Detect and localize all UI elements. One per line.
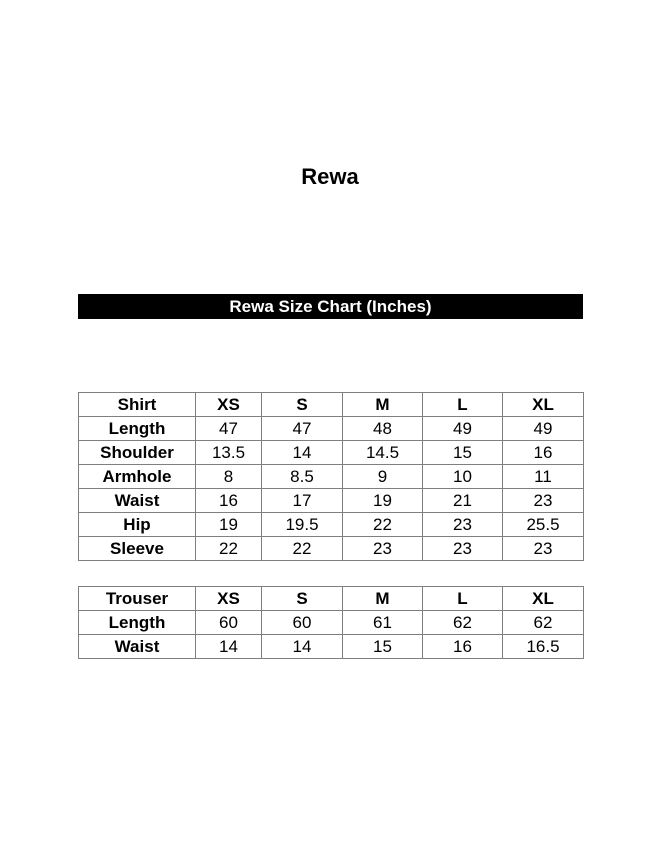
measurement-value: 16 — [503, 441, 584, 465]
measurement-value: 14 — [262, 635, 343, 659]
measurement-value: 61 — [343, 611, 423, 635]
measurement-value: 14 — [196, 635, 262, 659]
measurement-label: Length — [79, 611, 196, 635]
table-row — [79, 489, 584, 513]
page-title: Rewa — [301, 164, 359, 189]
measurement-value: 23 — [423, 537, 503, 561]
measurement-value: 15 — [343, 635, 423, 659]
measurement-value: 25.5 — [503, 513, 584, 537]
measurement-value: 49 — [423, 417, 503, 441]
measurement-label: Hip — [79, 513, 196, 537]
measurement-value: 23 — [503, 489, 584, 513]
size-chart-banner — [78, 294, 583, 319]
table-row — [79, 635, 584, 659]
measurement-value: 8 — [196, 465, 262, 489]
measurement-label: Armhole — [79, 465, 196, 489]
measurement-value: 48 — [343, 417, 423, 441]
trouser-header-row — [79, 587, 584, 611]
size-column-header: M — [343, 393, 423, 417]
size-column-header: S — [262, 393, 343, 417]
measurement-value: 17 — [262, 489, 343, 513]
measurement-value: 10 — [423, 465, 503, 489]
measurement-value: 62 — [423, 611, 503, 635]
shirt-header-row — [79, 393, 584, 417]
measurement-value: 13.5 — [196, 441, 262, 465]
shirt-table-title: Shirt — [79, 393, 196, 417]
measurement-value: 8.5 — [262, 465, 343, 489]
table-row — [79, 417, 584, 441]
measurement-value: 22 — [343, 513, 423, 537]
measurement-value: 49 — [503, 417, 584, 441]
measurement-value: 23 — [343, 537, 423, 561]
measurement-value: 22 — [262, 537, 343, 561]
size-column-header: XL — [503, 587, 584, 611]
measurement-label: Waist — [79, 635, 196, 659]
measurement-value: 16 — [196, 489, 262, 513]
measurement-value: 23 — [423, 513, 503, 537]
measurement-value: 60 — [262, 611, 343, 635]
measurement-label: Waist — [79, 489, 196, 513]
table-row — [79, 441, 584, 465]
measurement-value: 9 — [343, 465, 423, 489]
measurement-label: Shoulder — [79, 441, 196, 465]
size-column-header: S — [262, 587, 343, 611]
measurement-value: 19 — [343, 489, 423, 513]
table-row — [79, 513, 584, 537]
trouser-size-table — [78, 586, 584, 659]
measurement-value: 16.5 — [503, 635, 584, 659]
measurement-value: 22 — [196, 537, 262, 561]
trouser-table-title: Trouser — [79, 587, 196, 611]
measurement-value: 14 — [262, 441, 343, 465]
measurement-value: 15 — [423, 441, 503, 465]
banner-text: Rewa Size Chart (Inches) — [229, 296, 432, 316]
measurement-label: Sleeve — [79, 537, 196, 561]
measurement-value: 62 — [503, 611, 584, 635]
measurement-value: 16 — [423, 635, 503, 659]
measurement-value: 11 — [503, 465, 584, 489]
table-row — [79, 465, 584, 489]
shirt-size-table — [78, 392, 584, 561]
table-row — [79, 537, 584, 561]
measurement-value: 23 — [503, 537, 584, 561]
measurement-value: 14.5 — [343, 441, 423, 465]
measurement-value: 19.5 — [262, 513, 343, 537]
size-column-header: XS — [196, 393, 262, 417]
measurement-value: 19 — [196, 513, 262, 537]
measurement-value: 21 — [423, 489, 503, 513]
size-column-header: L — [423, 587, 503, 611]
measurement-label: Length — [79, 417, 196, 441]
measurement-value: 47 — [196, 417, 262, 441]
size-column-header: XS — [196, 587, 262, 611]
measurement-value: 60 — [196, 611, 262, 635]
size-column-header: M — [343, 587, 423, 611]
table-row — [79, 611, 584, 635]
size-column-header: L — [423, 393, 503, 417]
measurement-value: 47 — [262, 417, 343, 441]
size-column-header: XL — [503, 393, 584, 417]
